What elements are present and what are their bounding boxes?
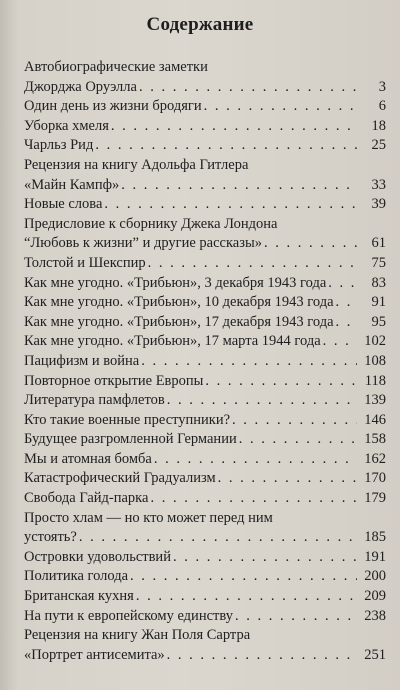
- toc-page-number: 209: [364, 588, 386, 605]
- toc-entry-title: Как мне угодно. «Трибьюн», 17 декабря 1943 года: [24, 313, 334, 330]
- toc-page-number: 3: [378, 78, 386, 95]
- leader-dots: [111, 117, 357, 137]
- page-title: Содержание: [146, 14, 254, 35]
- toc-entry-title: Уборка хмеля: [24, 117, 109, 134]
- toc-entry: [24, 528, 386, 548]
- leader-dots: [336, 313, 357, 333]
- toc-entry: [24, 313, 386, 333]
- leader-dots: [121, 176, 357, 196]
- leader-dots: [328, 274, 357, 294]
- toc-entry-title: Катастрофический Градуализм: [24, 470, 216, 487]
- toc-page-number: 139: [364, 392, 386, 409]
- toc-entry-title: На пути к европейскому единству: [24, 607, 233, 624]
- toc-entry: [24, 78, 386, 98]
- toc-page-number: 200: [364, 568, 386, 585]
- toc-entry: [24, 411, 386, 431]
- toc-entry: [24, 469, 386, 489]
- toc-page-number: 75: [371, 254, 386, 271]
- toc-entry-title: Свобода Гайд-парка: [24, 490, 149, 507]
- toc-entry-title: Британская кухня: [24, 588, 134, 605]
- toc-entry: [24, 352, 386, 372]
- toc-entry-title: Кто такие военные преступники?: [24, 411, 231, 428]
- toc-page-number: 238: [364, 607, 386, 624]
- toc-entry: [24, 332, 386, 352]
- toc-page-number: 61: [371, 235, 386, 252]
- leader-dots: [167, 391, 357, 411]
- toc-entry: [24, 136, 386, 156]
- toc-entry-title: Литература памфлетов: [24, 392, 165, 409]
- leader-dots: [204, 97, 357, 117]
- toc-entry-title: Джорджа Оруэлла: [24, 78, 137, 95]
- toc-page-number: 6: [378, 98, 386, 115]
- toc-entry: [24, 372, 386, 392]
- toc-entry: [24, 195, 386, 215]
- toc-page-number: 191: [364, 548, 386, 565]
- toc-entry: [24, 215, 386, 235]
- leader-dots: [218, 469, 357, 489]
- table-of-contents: [24, 58, 386, 665]
- toc-entry: [24, 391, 386, 411]
- toc-page-number: 146: [364, 411, 386, 428]
- leader-dots: [336, 293, 357, 313]
- leader-dots: [148, 254, 357, 274]
- toc-page-number: 185: [364, 529, 386, 546]
- toc-entry: [24, 509, 386, 529]
- toc-entry: [24, 97, 386, 117]
- leader-dots: [167, 646, 357, 666]
- leader-dots: [130, 567, 357, 587]
- toc-entry-title: Пацифизм и война: [24, 352, 140, 369]
- toc-entry-title: Один день из жизни бродяги: [24, 98, 202, 115]
- toc-entry-title: Просто хлам — но кто может перед ним: [24, 509, 273, 526]
- leader-dots: [139, 78, 357, 98]
- toc-entry-title: Политика голода: [24, 568, 129, 585]
- toc-page-number: 158: [364, 431, 386, 448]
- toc-entry: [24, 234, 386, 254]
- toc-page-number: 33: [371, 176, 386, 193]
- toc-page-number: 162: [364, 450, 386, 467]
- toc-entry-title: Мы и атомная бомба: [24, 450, 152, 467]
- toc-page-number: 25: [371, 137, 386, 154]
- toc-entry-title: Рецензия на книгу Жан Поля Сартра: [24, 627, 251, 644]
- leader-dots: [150, 489, 357, 509]
- toc-page-number: 83: [371, 274, 386, 291]
- toc-entry-title: «Майн Кампф»: [24, 176, 120, 193]
- toc-entry-title: Новые слова: [24, 196, 103, 213]
- leader-dots: [104, 195, 357, 215]
- toc-page-number: 39: [371, 196, 386, 213]
- toc-entry-title: “Любовь к жизни” и другие рассказы»: [24, 235, 262, 252]
- toc-page-number: 251: [364, 646, 386, 663]
- toc-entry-title: Островки удовольствий: [24, 548, 171, 565]
- leader-dots: [136, 587, 357, 607]
- toc-page-number: 118: [364, 372, 386, 389]
- toc-page-number: 91: [371, 294, 386, 311]
- toc-entry-title: Как мне угодно. «Трибьюн», 17 марта 1944 года: [24, 333, 321, 350]
- leader-dots: [323, 332, 357, 352]
- toc-entry-title: Рецензия на книгу Адольфа Гитлера: [24, 156, 249, 173]
- toc-entry: [24, 58, 386, 78]
- toc-entry: [24, 117, 386, 137]
- toc-entry-title: Автобиографические заметки: [24, 59, 208, 75]
- toc-entry-title: «Портрет антисемита»: [24, 646, 165, 663]
- toc-page-number: 108: [364, 352, 386, 369]
- leader-dots: [205, 372, 357, 392]
- toc-entry-title: Чарльз Рид: [24, 137, 94, 154]
- leader-dots: [141, 352, 357, 372]
- toc-entry: [24, 176, 386, 196]
- toc-entry: [24, 567, 386, 587]
- leader-dots: [173, 548, 357, 568]
- toc-page-number: 18: [371, 117, 386, 134]
- toc-entry-title: Как мне угодно. «Трибьюн», 10 декабря 1943 года: [24, 294, 334, 311]
- toc-entry: [24, 587, 386, 607]
- toc-entry: [24, 293, 386, 313]
- leader-dots: [264, 234, 357, 254]
- toc-entry: [24, 274, 386, 294]
- toc-entry-title: Как мне угодно. «Трибьюн», 3 декабря 1943 года: [24, 274, 327, 291]
- toc-entry: [24, 626, 386, 646]
- toc-entry: [24, 450, 386, 470]
- toc-entry: [24, 548, 386, 568]
- leader-dots: [95, 136, 357, 156]
- toc-page-number: 170: [364, 470, 386, 487]
- toc-entry: [24, 430, 386, 450]
- toc-entry-title: Толстой и Шекспир: [24, 254, 146, 271]
- toc-entry-title: Повторное открытие Европы: [24, 372, 204, 389]
- page-shadow: [0, 0, 18, 690]
- leader-dots: [239, 430, 357, 450]
- toc-entry: [24, 646, 386, 666]
- leader-dots: [154, 450, 357, 470]
- leader-dots: [232, 411, 357, 431]
- leader-dots: [79, 528, 357, 548]
- toc-page-number: 179: [364, 490, 386, 507]
- toc-entry: [24, 607, 386, 627]
- toc-entry: [24, 254, 386, 274]
- toc-entry: [24, 489, 386, 509]
- toc-entry: [24, 156, 386, 176]
- leader-dots: [235, 607, 357, 627]
- toc-entry-title: устоять?: [24, 529, 77, 546]
- toc-entry-title: Будущее разгромленной Германии: [24, 431, 237, 448]
- toc-page-number: 95: [371, 313, 386, 330]
- toc-entry-title: Предисловие к сборнику Джека Лондона: [24, 215, 278, 232]
- toc-page-number: 102: [364, 333, 386, 350]
